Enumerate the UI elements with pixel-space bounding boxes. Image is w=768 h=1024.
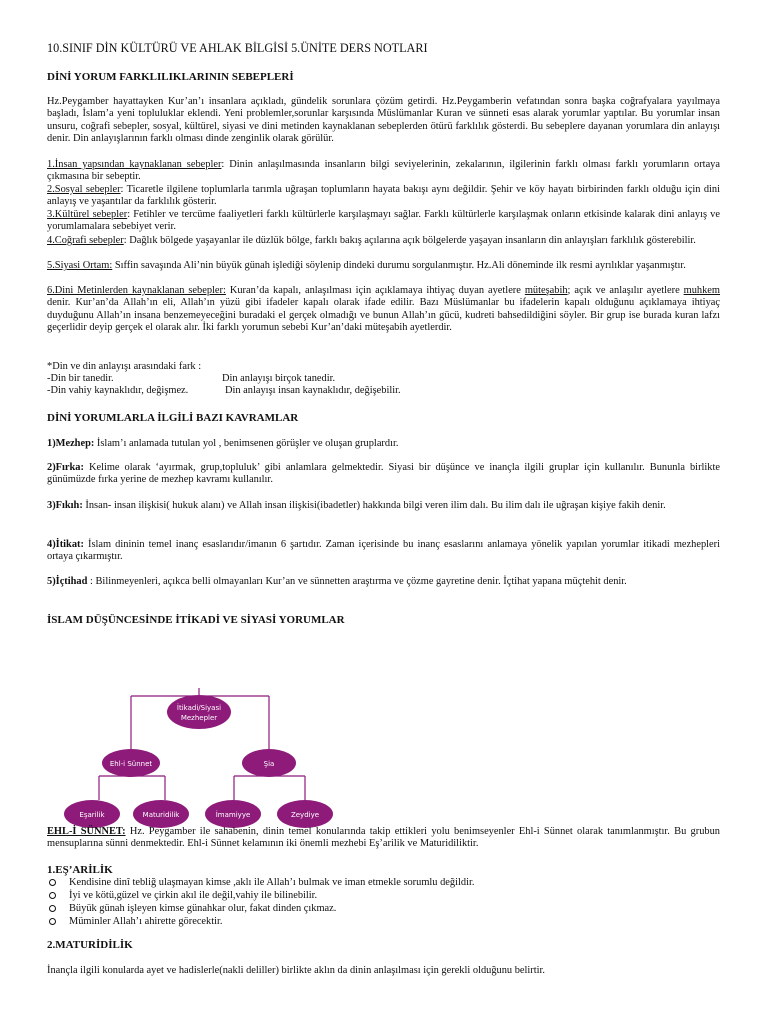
- concept-itikat: [47, 539, 720, 564]
- reason-6-label: 6.Dini Metinlerden kaynaklanan sebepler:: [47, 285, 226, 296]
- concept-mezhep-text: İslam’ı anlamada tutulan yol , benimsenen görüşler ve oluşan gruplardır.: [94, 438, 399, 449]
- concept-fikih-text: İnsan- insan ilişkisi( hukuk alanı) ve Allah insan ilişkisi(ibadetler) hakkında bilgi veren ilim dalı. Bu ilim dalı ile uğraşan kişiye fakih denir.: [82, 500, 666, 511]
- concept-firka-term: 2)Fırka:: [47, 462, 84, 473]
- document-title: 10.SINIF DİN KÜLTÜRÜ VE AHLAK BİLGİSİ 5.ÜNİTE DERS NOTLARI: [47, 41, 428, 55]
- reason-5-text: Sıffin savaşında Ali’nin büyük günah işlediği söylenip dindeki durumu sorgulanmıştır. Hz.Ali döneminde ilk resmi ayrılıklar yaşanmıştır.: [112, 260, 686, 271]
- node-esarilik-label: Eşarilik: [79, 811, 105, 819]
- sect-hierarchy-diagram: [47, 642, 720, 842]
- difference-2-left: -Din vahiy kaynaklıdır, değişmez.: [47, 385, 189, 396]
- section-heading-interpretations: İSLAM DÜŞÜNCESİNDE İTİKADİ VE SİYASİ YORUMLAR: [47, 614, 345, 626]
- term-mutesabih: müteşabih: [524, 285, 568, 296]
- esarilik-item: Kendisine dinî tebliğ ulaşmayan kimse ,aklı ile Allah’ı bulmak ve iman etmekle sorumlu değildir.: [69, 877, 709, 889]
- reason-2: [47, 184, 720, 209]
- reason-1-text: : Dinin anlaşılmasında insanların bilgi seviyelerinin, zekalarının, ilgilerinin farklı olması farklı yorumların ortaya çıkmasına bir sebeptir.: [47, 159, 720, 183]
- concept-fikih-term: 3)Fıkıh:: [47, 500, 83, 511]
- reason-3: [47, 209, 720, 234]
- reason-1-label: 1.İnsan yapsından kaynaklanan sebepler: [47, 159, 222, 170]
- intro-paragraph: Hz.Peygamber hayattayken Kur’an’ı insanlara açıkladı, gündelik sorunlara çözüm getirdi. Hz.Peygamberin vefatından sonra başka coğrafyalara yayılmaya başladı, İslam’a yeni topluluklar eklendi. Yeni problemler,sorunlar karşısında Müslümanlar Kuran ve sünneti esas alarak yorumlar yaptılar. Bu yorumlar insan unsuru, coğrafi sebepler, sosyal, kültürel, siyasi ve dini metinden kaynaklanan sebeplerden ötürü farklılık gösterdi. Bu sebeplere dayanan yorumlara din anlayışı denir. Din anlayışlarının farklı olması dinde zenginlik olarak görülür.: [47, 96, 720, 145]
- reason-4: [47, 235, 720, 247]
- node-imamiyye-label: İmamiyye: [215, 811, 251, 819]
- ehl-i-sunnet-text: Hz. Peygamber ile sahabenin, dinin temel konularında takip ettikleri yolu benimseyenler Ehl-i Sünnet olarak tanımlanmıştır. Bu grubun mensuplarına sünni denmektedir. Ehl-i Sünnet kelamının iki önemli mezhebi Eş’arilik ve Maturidiliktir.: [47, 826, 720, 850]
- reason-6-text-c: denir. Kur’an’da Allah’ın eli, Allah’ın yüzü gibi ifadeler kapalı olarak ifade edilir. Bazı Müslümanlar bu ifadelerin kapalı olduğunu açıklamaya ihtiyaç duyduğunu Allah’ın insana benzemeyeceğini buradaki el gerçek olmadığı ve bunun Allah’ın gücü, kudreti bahsedildiğini söyler. Bir grup ise burada kuran lafzı geçerlidir deyip gerçek el olarak alır. İki farklı yorumun sebebi Kur’an’daki müteşabih ayetlerdir.: [47, 297, 720, 334]
- node-root-label-1: İtikadi/Siyasi: [176, 704, 222, 712]
- reason-3-label: 3.Kültürel sebepler: [47, 209, 128, 220]
- node-root: [167, 695, 231, 729]
- node-zeydiye-label: Zeydiye: [290, 811, 320, 819]
- concept-itikat-term: 4)İtikat:: [47, 539, 84, 550]
- section-heading-reasons: DİNİ YORUM FARKLILIKLARININ SEBEPLERİ: [47, 71, 294, 83]
- concept-mezhep: [47, 438, 720, 450]
- term-muhkem: muhkem: [683, 285, 720, 296]
- concept-fikih: [47, 500, 720, 512]
- esarilik-item: Müminler Allah’ı ahirette görecektir.: [69, 916, 709, 928]
- reason-5: [47, 260, 720, 272]
- reason-2-text: : Ticaretle ilgilene toplumlarla tarımla uğraşan toplumların hayata bakışı aynı değildir. Şehir ve köy hayatı birbirinden farklı olduğu için dini anlayış ve yaşantılar da farklılık gösterir.: [47, 184, 720, 208]
- difference-1-left: -Din bir tanedir.: [47, 373, 114, 384]
- concept-ictihad-text: : Bilinmeyenleri, açıkca belli olmayanları Kur’an ve sünnetten araştırma ve çözme gayretine denir. İçtihat yapana müçtehit denir.: [87, 576, 627, 587]
- concept-mezhep-term: 1)Mezhep:: [47, 438, 95, 449]
- esarilik-item: İyi ve kötü,güzel ve çirkin akıl ile değil,vahiy ile bilinebilir.: [69, 890, 709, 902]
- node-maturidilik-label: Maturidilik: [142, 811, 180, 819]
- reason-3-text: : Fetihler ve tercüme faaliyetleri farklı kültürlerle karşılaşmayı sağlar. Farklı kültürlerle karşılaşmak onların etkisinde kalarak dini anlayış ve yorumlamalara sebebiyet verir.: [47, 209, 720, 233]
- node-ehl-i-sunnet-label: Ehl-i Sünnet: [109, 760, 153, 768]
- reason-6: [47, 285, 720, 335]
- reason-1: [47, 159, 720, 184]
- difference-row-1: [47, 373, 720, 385]
- reason-4-text: : Dağlık bölgede yaşayanlar ile düzlük bölge, farklı bakış açılarına açık bölgelerde yaşayan insanların din anlayışları farklılık gösterebilir.: [123, 235, 696, 246]
- reason-5-label: 5.Siyasi Ortam:: [47, 260, 113, 271]
- ehl-i-sunnet-paragraph: [47, 826, 720, 851]
- concept-ictihad-term: 5)İçtihad: [47, 576, 88, 587]
- section-heading-concepts: DİNİ YORUMLARLA İLGİLİ BAZI KAVRAMLAR: [47, 412, 299, 424]
- node-sia-label: Şia: [263, 760, 275, 768]
- reason-6-text-a: Kuran’da kapalı, anlaşılması için açıklamaya ihtiyaç duyan ayetlere: [225, 285, 525, 296]
- reason-2-label: 2.Sosyal sebepler: [47, 184, 121, 195]
- difference-2-right: Din anlayışı insan kaynaklıdır, değişebilir.: [225, 385, 401, 396]
- reason-6-text-b: ; açık ve anlaşılır ayetlere: [567, 285, 684, 296]
- concept-itikat-text: İslam dininin temel inanç esaslarıdır/imanın 6 şartıdır. Zaman içerisinde bu inanç esaslarını anlamaya yönelik yapılan yorumlar itikadi mezhepleri ortaya çıkarmıştır.: [47, 539, 720, 563]
- esarilik-heading: 1.EŞ’ARİLİK: [47, 864, 113, 876]
- concept-firka-text: Kelime olarak ‘ayırmak, grup,topluluk’ gibi anlamlara gelmektedir. Siyasi bir düşünce ve inançla ilgili gruplar için kullanılır. Bununla birlikte günümüzde fırka yerine de mezhep kavramı kullanılır.: [47, 462, 720, 486]
- node-root-label-2: Mezhepler: [180, 714, 218, 722]
- maturidilik-heading: 2.MATURİDİLİK: [47, 939, 133, 951]
- difference-1-right: Din anlayışı birçok tanedir.: [222, 373, 336, 384]
- ehl-i-sunnet-term: EHL-İ SÜNNET:: [47, 826, 126, 837]
- maturidilik-text: İnançla ilgili konularda ayet ve hadislerle(nakli deliller) birlikte aklın da dinin anlaşılması için gerekli olduğunu belirtir.: [47, 965, 546, 976]
- concept-ictihad: [47, 576, 720, 588]
- esarilik-item: Büyük günah işleyen kimse günahkar olur, fakat dinden çıkmaz.: [69, 903, 709, 915]
- difference-row-2: [47, 385, 720, 397]
- concept-firka: [47, 462, 720, 487]
- reason-4-label: 4.Coğrafi sebepler: [47, 235, 124, 246]
- difference-heading: *Din ve din anlayışı arasındaki fark :: [47, 361, 202, 372]
